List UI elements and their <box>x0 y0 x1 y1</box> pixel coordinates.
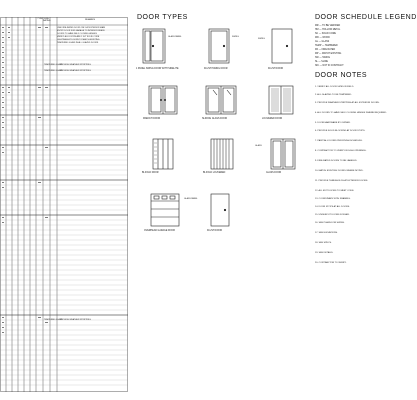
callout-swing: SWING <box>258 38 265 40</box>
note-item: 20. CONTRACTOR TO VERIFY. <box>315 262 347 264</box>
cell-glass: TEMPERED GLASS <box>44 319 63 321</box>
legend-item: SC — SOLID CORE <box>315 33 336 35</box>
door-type-11 <box>210 193 230 227</box>
cell-note: PROVIDE WEATHER STRIPPING <box>60 319 91 321</box>
door-type-4 <box>148 85 178 115</box>
legend-item: MP — MATCH EXISTING <box>315 53 342 55</box>
door-caption: LOUVERED DOOR <box>262 118 283 120</box>
door-caption: SLIDING GLASS DOOR <box>202 118 228 120</box>
door-caption: 1 PANEL SWING DOOR WITH SIDELITE <box>136 68 179 70</box>
door-type-3 <box>271 28 293 64</box>
cell-note: PROVIDE WEATHER STRIPPING <box>60 64 91 66</box>
door-caption: OVERHEAD GARAGE DOOR <box>144 230 175 232</box>
note-item: 3. PROVIDE WEATHER STRIPPING AT ALL EXTERIOR DOORS. <box>315 102 380 104</box>
callout-glass: GLASS <box>255 145 262 147</box>
flush-door-icon <box>271 28 293 64</box>
note-item: 7. PAINT ALL DOORS PER FINISH SCHEDULE. <box>315 140 363 142</box>
bifold-louvered-icon <box>210 138 234 170</box>
callout-glass-panel: GLASS PANEL <box>184 198 198 200</box>
door-type-6 <box>268 85 294 115</box>
door-type-9 <box>270 138 296 170</box>
legend-item: FR — FIRE RATED <box>315 49 336 51</box>
cell-glass: TEMPERED GLASS <box>44 64 63 66</box>
flush-door-icon <box>208 28 230 64</box>
note-item: 6. PROVIDE SOLID BLOCKING AT DOOR STOPS. <box>315 130 366 132</box>
door-type-10 <box>150 193 180 227</box>
door-caption: FRENCH DOOR <box>143 118 161 120</box>
note-item: 10. MATCH EXISTING DOORS WHERE NOTED. <box>315 170 364 172</box>
door-type-5 <box>205 85 237 115</box>
louvered-door-icon <box>268 85 294 115</box>
door-caption: BI-FOLD LOUVERED <box>203 172 226 174</box>
remark-line: VERIFY ALL DOORS ARE 1 3/4" SOLID CORE <box>57 36 100 38</box>
note-item: 8. CONTRACTOR TO VERIFY ROUGH OPENINGS. <box>315 150 367 152</box>
remark-line: LIGHTWEIGHT DOORS TO MATCH EXISTING <box>57 39 100 41</box>
bifold-door-icon <box>152 138 174 170</box>
note-item: 17. SEE ELEVATIONS. <box>315 232 338 234</box>
remark-line: ENTRY DOOR FOR GARAGE TO INTERIOR SPACE <box>57 30 105 32</box>
remark-line: TEMPERED GLASS IN ALL GLAZED DOORS <box>57 42 99 44</box>
remark-line: DOORS TO HAVE SELF CLOSING HINGES <box>57 33 97 35</box>
remark-line: USE FIRE-RATED DOOR ONLY AT EXTERIOR MAIN <box>57 27 106 29</box>
legend-item: SW — SWING <box>315 57 331 59</box>
note-item: 12. ALL EXIT DOORS TO MEET CODE. <box>315 190 355 192</box>
header-type: TYPE <box>37 18 43 20</box>
legend-item: WD — WOOD <box>315 37 330 39</box>
note-item: 14. DOOR STOPS AT ALL DOORS. <box>315 206 350 208</box>
cell-glass: TEMPERED GLASS <box>44 70 63 72</box>
note-item: 16. SEE PLANS FOR SWING. <box>315 222 345 224</box>
french-door-icon <box>148 85 178 115</box>
garage-door-icon <box>150 193 180 227</box>
door-caption: FLUSH DOOR <box>207 230 223 232</box>
door-caption: FLUSH DOOR <box>268 68 284 70</box>
callout-glass-panel: GLASS PANEL <box>168 36 182 38</box>
note-item: 11. PROVIDE THRESHOLDS AT EXTERIOR DOORS. <box>315 180 368 182</box>
schedule-grid <box>0 17 128 392</box>
note-item: 18. SEE SPECS. <box>315 242 332 244</box>
flush-door-icon <box>210 193 230 227</box>
header-fire-rating: FIRE RATING <box>43 18 51 23</box>
cell-note: PROVIDE WEATHER STRIPPING <box>60 70 91 72</box>
door-schedule-table <box>0 17 128 392</box>
note-item: 5. DOOR HARDWARE BY OWNER. <box>315 122 351 124</box>
door-type-7 <box>152 138 174 170</box>
note-item: 13. COORDINATE WITH FRAMING. <box>315 198 351 200</box>
note-item: 15. UNDERCUT DOORS FOR AIR. <box>315 214 350 216</box>
door-caption: GLASS DOOR <box>266 172 282 174</box>
door-type-1 <box>142 28 166 64</box>
sliding-door-icon <box>205 85 237 115</box>
note-item: 4. ALL DOORS TO HAVE SELF CLOSING HINGES WHERE REQUIRED. <box>315 112 387 114</box>
door-type-8 <box>210 138 234 170</box>
notes-title: DOOR NOTES <box>315 72 368 79</box>
legend-item: GL — GLASS <box>315 41 330 43</box>
door-type-2 <box>208 28 230 64</box>
callout-swing: SWING <box>232 36 239 38</box>
legend-item: MR — TO BE VERIFIED <box>315 25 341 27</box>
legend-item: HM — HOLLOW METAL <box>315 29 341 31</box>
legend-item: NIC — NOT IN CONTRACT <box>315 65 344 67</box>
door-sidelite-icon <box>142 28 166 64</box>
glass-door-icon <box>270 138 296 170</box>
note-item: 19. SEE DETAILS. <box>315 252 334 254</box>
note-item: 2. ALL GLAZING TO BE TEMPERED. <box>315 94 352 96</box>
legend-item: SL — SLIDE <box>315 61 328 63</box>
door-caption: FLUSH SWING DOOR <box>204 68 228 70</box>
door-caption: BI-FOLD DOOR <box>142 172 159 174</box>
header-remarks: REMARKS <box>85 19 95 21</box>
legend-title: DOOR SCHEDULE LEGEND <box>315 14 417 21</box>
note-item: 9. FIRE-RATED DOORS TO BE LABELED. <box>315 160 358 162</box>
door-types-title: DOOR TYPES <box>137 14 188 21</box>
legend-item: TEMP — TEMPERED <box>315 45 338 47</box>
note-item: 1. VERIFY ALL DOOR SIZES IN FIELD. <box>315 86 354 88</box>
